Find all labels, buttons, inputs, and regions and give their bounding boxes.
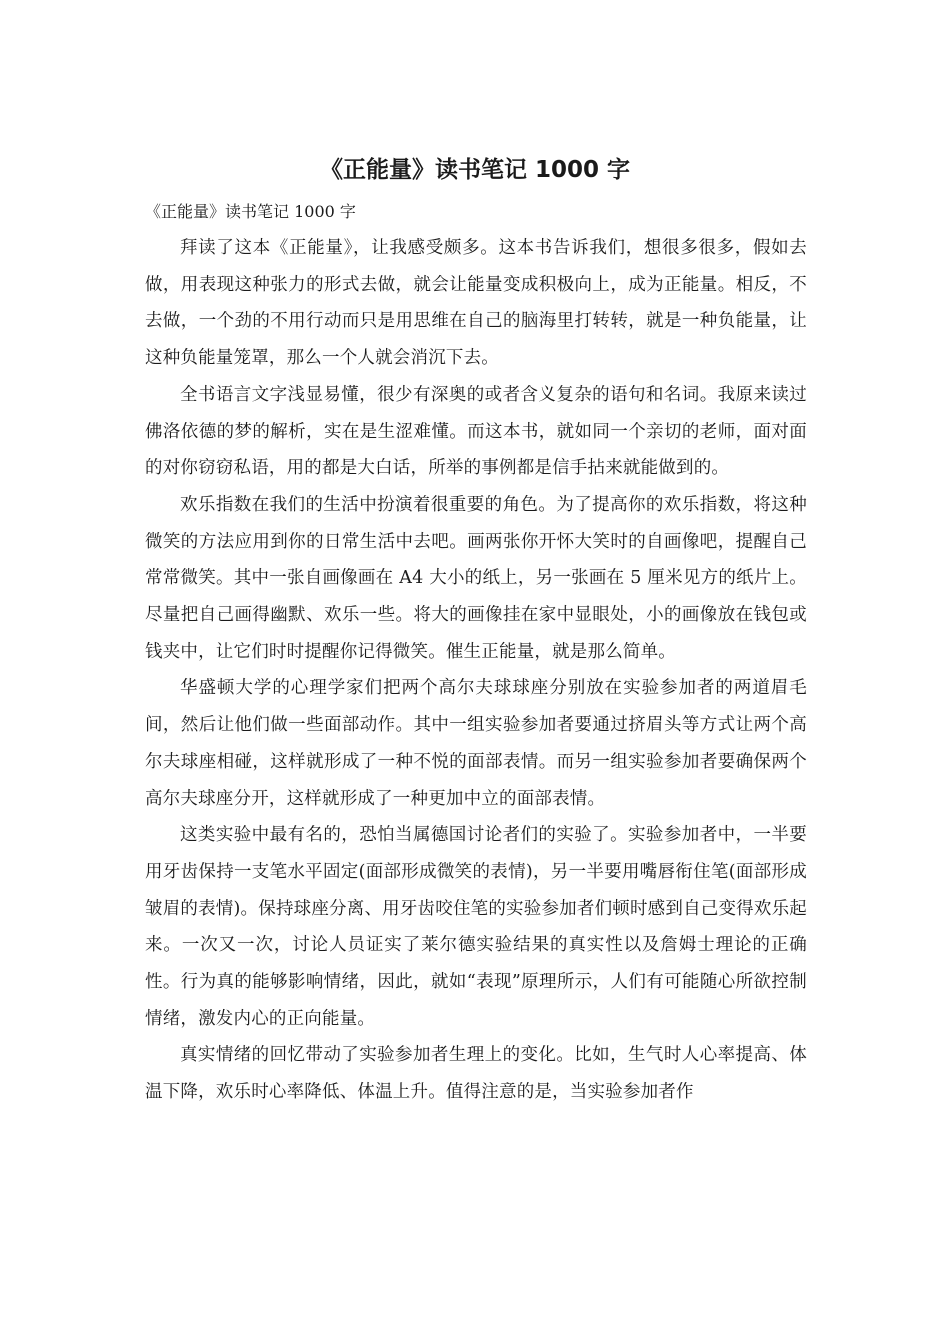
paragraph: 华盛顿大学的心理学家们把两个高尔夫球球座分别放在实验参加者的两道眉毛间，然后让他们做一些面部动作。其中一组实验参加者要通过挤眉头等方式让两个高尔夫球座相碰，这样就形成了一种不悦的面部表情。而另一组实验参加者要确保两个高尔夫球座分开，这样就形成了一种更加中立的面部表情。 (145, 678, 807, 809)
paragraph: 全书语言文字浅显易懂，很少有深奥的或者含义复杂的语句和名词。我原来读过佛洛依德的梦的解析，实在是生涩难懂。而这本书，就如同一个亲切的老师，面对面的对你窃窃私语，用的都是大白话，所举的事例都是信手拈来就能做到的。 (145, 384, 807, 479)
document-subtitle: 《正能量》读书笔记 1000 字 (145, 202, 356, 221)
paragraph: 欢乐指数在我们的生活中扮演着很重要的角色。为了提高你的欢乐指数，将这种微笑的方法应用到你的日常生活中去吧。画两张你开怀大笑时的自画像吧，提醒自己常常微笑。其中一张自画像画在 A4 大小的纸上，另一张画在 5 厘米见方的纸片上。尽量把自己画得幽默、欢乐一些。将大的画像挂在家中显眼处，小的画像放在钱包或钱夹中，让它们时时提醒你记得微笑。催生正能量，就是那么简单。 (145, 494, 807, 662)
paragraph: 这类实验中最有名的，恐怕当属德国讨论者们的实验了。实验参加者中，一半要用牙齿保持一支笔水平固定(面部形成微笑的表情)，另一半要用嘴唇衔住笔(面部形成皱眉的表情)。保持球座分离、用牙齿咬住笔的实验参加者们顿时感到自己变得欢乐起来。一次又一次，讨论人员证实了莱尔德实验结果的真实性以及詹姆士理论的正确性。行为真的能够影响情绪，因此，就如“表现”原理所示，人们有可能随心所欲控制情绪，激发内心的正向能量。 (145, 825, 807, 1029)
paragraph: 拜读了这本《正能量》，让我感受颇多。这本书告诉我们，想很多很多，假如去做，用表现这种张力的形式去做，就会让能量变成积极向上，成为正能量。相反，不去做，一个劲的不用行动而只是用思维在自己的脑海里打转转，就是一种负能量，让这种负能量笼罩，那么一个人就会消沉下去。 (145, 238, 807, 369)
document-body (145, 230, 807, 1111)
paragraph: 真实情绪的回忆带动了实验参加者生理上的变化。比如，生气时人心率提高、体温下降，欢乐时心率降低、体温上升。值得注意的是，当实验参加者作 (145, 1045, 807, 1103)
document-title: 《正能量》读书笔记 1000 字 (319, 157, 631, 183)
